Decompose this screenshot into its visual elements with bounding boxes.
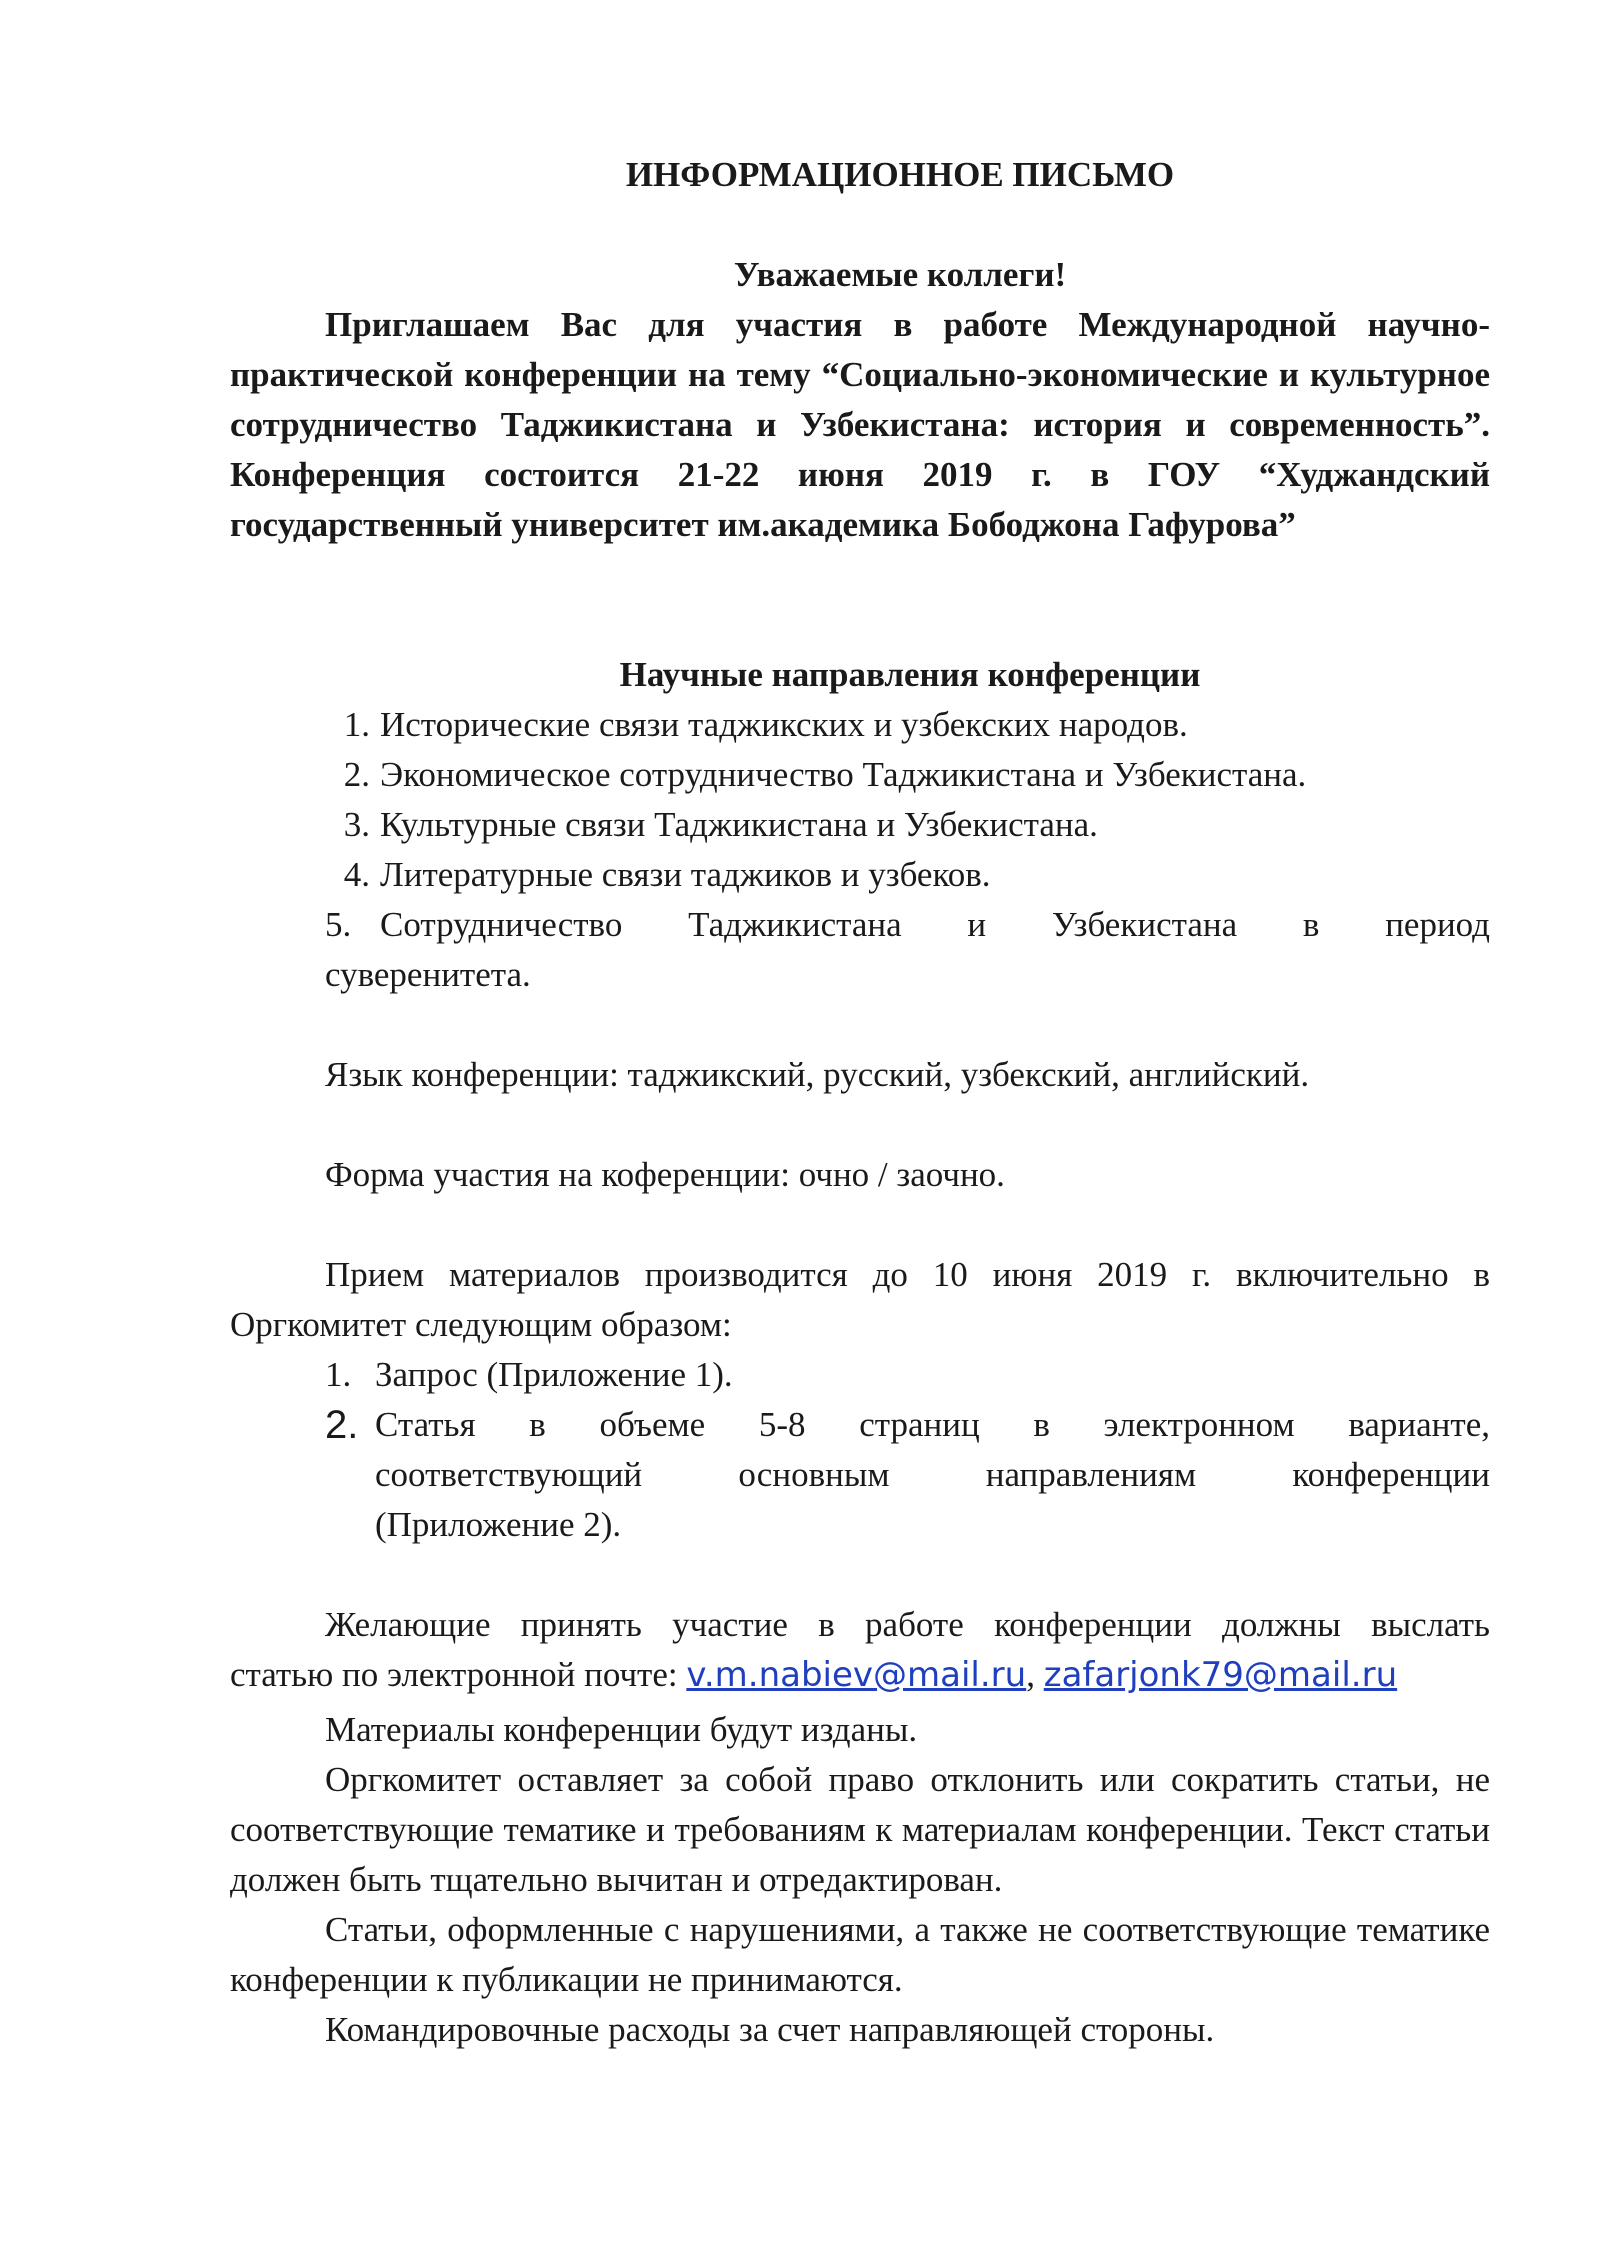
email-link-nabiev[interactable]: v.m.nabiev@mail.ru (686, 1655, 1027, 1695)
list-item-text: Сотрудничество Таджикистана и Узбекистана в период (380, 905, 1490, 944)
list-item-text: Литературные связи таджиков и узбеков. (380, 855, 991, 894)
list-number: 2. (343, 755, 370, 794)
email-paragraph-prefix: статью по электронной почте: (230, 1655, 687, 1694)
list-number: 1. (325, 1355, 352, 1394)
list-item-text: Запрос (Приложение 1). (375, 1355, 733, 1394)
committee-note: Оргкомитет оставляет за собой право отклонить или сократить статьи, не соответствующие тематике и требованиям к материалам конференции. Текст статьи должен быть тщательно вычитан и отредактирован. (230, 1760, 1490, 1899)
participation-form-line: Форма участия на коференции: очно / заочно. (325, 1155, 1005, 1194)
list-item (325, 1400, 1490, 1550)
list-item (325, 1350, 1490, 1400)
list-item-line: Статья в объеме 5-8 страниц в электронном варианте, (375, 1405, 1490, 1444)
greeting: Уважаемые коллеги! (733, 255, 1067, 294)
invitation-paragraph: Приглашаем Вас для участия в работе Международной научно-практической конференции на тему “Социально-экономические и культурное сотрудничество Таджикистана и Узбекистана: история и современность”. Конференция состоится 21-22 июня 2019 г. в ГОУ “Худжандский государственный университет им.академика Бободжона Гафурова” (230, 305, 1490, 544)
email-separator: , (1026, 1655, 1044, 1694)
violations-note: Статьи, оформленные с нарушениями, а также не соответствующие тематике конференции к публикации не принимаются. (230, 1910, 1490, 1999)
published-note: Материалы конференции будут изданы. (325, 1710, 918, 1749)
list-item (325, 850, 1490, 900)
list-item-text (375, 1400, 1490, 1550)
email-paragraph (230, 1600, 1490, 1700)
list-item (325, 700, 1490, 750)
list-number: 1. (343, 705, 370, 744)
list-item-text: Исторические связи таджикских и узбекских народов. (380, 705, 1188, 744)
list-item-text: Культурные связи Таджикистана и Узбекистана. (380, 805, 1098, 844)
letter-title: ИНФОРМАЦИОННОЕ ПИСЬМО (625, 155, 1175, 194)
email-link-zafarjonk[interactable]: zafarjonk79@mail.ru (1043, 1655, 1398, 1695)
travel-expenses-note: Командировочные расходы за счет направляющей стороны. (325, 2010, 1215, 2049)
list-number: 5. (325, 905, 352, 944)
list-number: 3. (343, 805, 370, 844)
directions-heading: Научные направления конференции (619, 655, 1201, 694)
language-line: Язык конференции: таджикский, русский, узбекский, английский. (325, 1055, 1310, 1094)
list-item-continuation: суверенитета. (325, 955, 531, 994)
directions-list (325, 700, 1490, 950)
list-item (325, 900, 1490, 950)
list-item (325, 800, 1490, 850)
materials-list (325, 1350, 1490, 1550)
list-item-line: соответствующий основным направлениям конференции (375, 1455, 1490, 1494)
list-item-line: (Приложение 2). (375, 1505, 622, 1544)
list-number: 2. (325, 1403, 359, 1447)
list-item-text: Экономическое сотрудничество Таджикистана и Узбекистана. (380, 755, 1307, 794)
list-item (325, 750, 1490, 800)
list-number: 4. (343, 855, 370, 894)
deadline-paragraph: Прием материалов производится до 10 июня 2019 г. включительно в Оргкомитет следующим образом: (230, 1255, 1490, 1344)
email-paragraph-line: Желающие принять участие в работе конференции должны выслать (325, 1605, 1490, 1644)
